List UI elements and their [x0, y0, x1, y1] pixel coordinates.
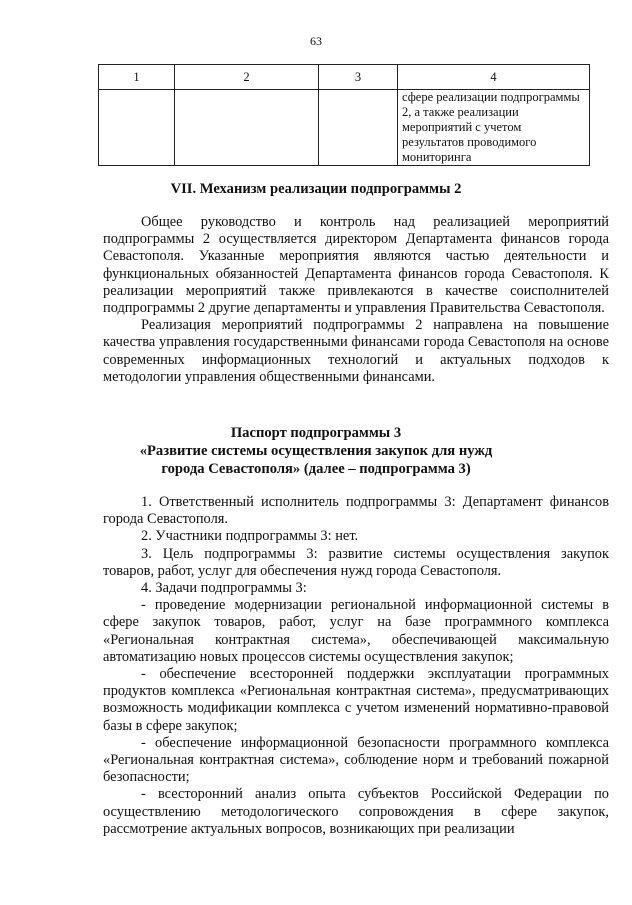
table-header-row: [99, 65, 590, 90]
paragraph: Общее руководство и контроль над реализацией мероприятий подпрограммы 2 осуществляется директором Департамента финансов города Севастополя. Указанные мероприятия являются частью деятельности и функциональных обязанностей Департамента финансов города Севастополя. К реализации мероприятий также привлекаются в качестве соисполнителей подпрограммы 2 другие департаменты и управления Правительства Севастополя.: [103, 214, 609, 317]
passport-title-line: «Развитие системы осуществления закупок для нужд: [139, 443, 493, 459]
passport-item: - обеспечение всесторонней поддержки эксплуатации программных продуктов комплекса «Региональная контрактная система», предусматривающих возможность модификации комплекса с учетом изменений нормативно-правовой базы в сфере закупок;: [103, 666, 609, 734]
table-cell: [175, 90, 319, 166]
passport-title-line: города Севастополя» (далее – подпрограмма 3): [161, 461, 471, 477]
section-title: VII. Механизм реализации подпрограммы 2: [170, 181, 462, 197]
table-cell: сфере реализации подпрограммы 2, а также реализации мероприятий с учетом результатов проводимого мониторинга: [398, 90, 590, 166]
continuation-table: [98, 64, 590, 166]
table-cell: [99, 90, 175, 166]
passport-item: 1. Ответственный исполнитель подпрограммы 3: Департамент финансов города Севастополя.: [103, 494, 609, 528]
table-header-cell: 4: [398, 65, 590, 90]
passport-item: 4. Задачи подпрограммы 3:: [141, 580, 307, 597]
section-heading: [0, 180, 632, 198]
passport-body: [103, 494, 609, 838]
table-header-cell: 2: [175, 65, 319, 90]
table-row: [99, 90, 590, 166]
passport-item: 2. Участники подпрограммы 3: нет.: [141, 528, 359, 545]
passport-title-line: Паспорт подпрограммы 3: [230, 425, 402, 441]
passport-item: - проведение модернизации региональной информационной системы в сфере закупок товаров, работ, услуг на базе программного комплекса «Региональная контрактная система», обеспечивающей максимальную автоматизацию новых процессов системы осуществления закупок;: [103, 597, 609, 665]
table-header-cell: 3: [319, 65, 398, 90]
paragraph: Реализация мероприятий подпрограммы 2 направлена на повышение качества управления государственными финансами города Севастополя на основе современных информационных технологий и актуальных подходов к методологии управления общественными финансами.: [103, 317, 609, 385]
passport-item: - обеспечение информационной безопасности программного комплекса «Региональная контрактная система», соблюдение норм и требований пожарной безопасности;: [103, 734, 609, 786]
section-body: [103, 214, 609, 386]
table-cell: [319, 90, 398, 166]
page-number: 63: [310, 34, 322, 48]
passport-item: 3. Цель подпрограммы 3: развитие системы осуществления закупок товаров, работ, услуг для обеспечения нужд города Севастополя.: [103, 545, 609, 579]
passport-item: - всесторонний анализ опыта субъектов Российской Федерации по осуществлению методологического сопровождения в сфере закупок, рассмотрение актуальных вопросов, возникающих при реализации: [103, 786, 609, 837]
passport-heading: [0, 424, 632, 478]
table-header-cell: 1: [99, 65, 175, 90]
